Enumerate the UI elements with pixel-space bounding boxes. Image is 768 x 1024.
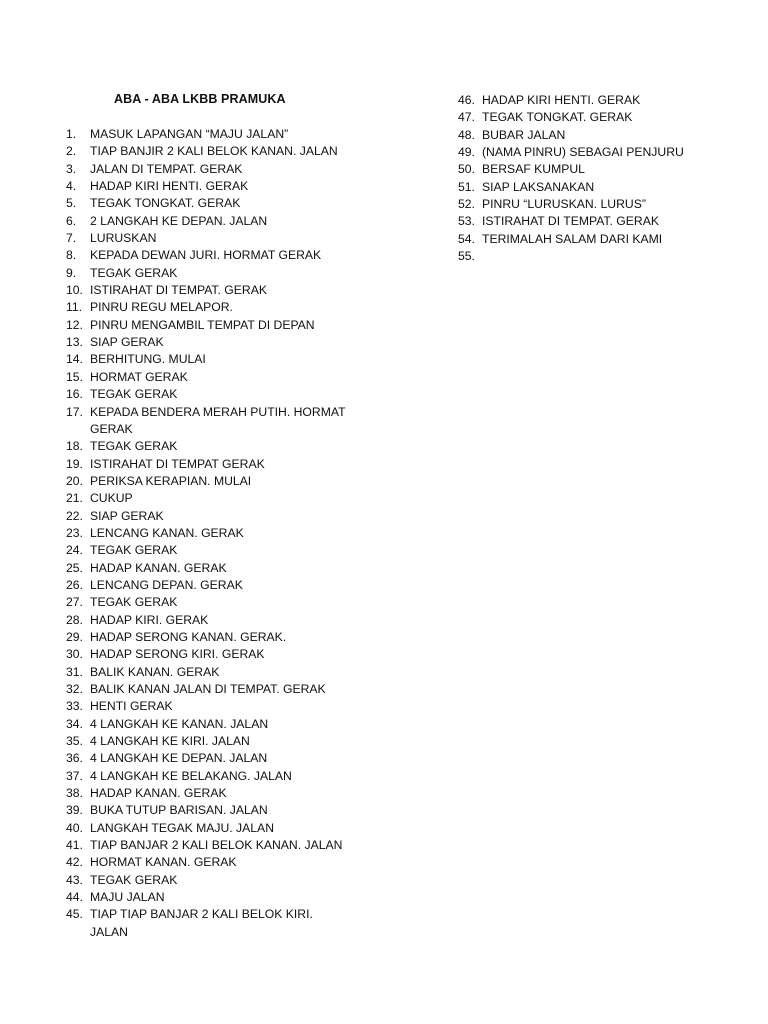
list-item-text: TIAP BANJIR 2 KALI BELOK KANAN. JALAN (90, 144, 338, 159)
list-item (66, 282, 366, 299)
list-item-number: 17. (66, 404, 83, 419)
list-item-text: 4 LANGKAH KE DEPAN. JALAN (90, 751, 268, 766)
list-item-text: JALAN DI TEMPAT. GERAK (90, 161, 243, 176)
list-item-number: 33. (66, 699, 83, 714)
list-item-number: 20. (66, 473, 83, 488)
list-item-number: 46. (458, 93, 475, 107)
list-item (66, 438, 366, 455)
list-item-text: MAJU JALAN (90, 890, 165, 905)
list-item-text: KEPADA BENDERA MERAH PUTIH. HORMAT GERAK (90, 404, 346, 436)
list-item-text: TIAP TIAP BANJAR 2 KALI BELOK KIRI. JALAN (90, 907, 313, 939)
list-item (66, 612, 366, 629)
list-item-text: SIAP GERAK (90, 335, 164, 350)
list-item-text: LENCANG DEPAN. GERAK (90, 577, 243, 592)
list-item (66, 230, 366, 247)
list-item-number: 10. (66, 283, 83, 298)
list-item-number: 3. (66, 161, 77, 176)
list-item-text: HORMAT KANAN. GERAK (90, 855, 237, 870)
list-item (66, 490, 366, 507)
list-item (458, 179, 748, 196)
list-item-text: CUKUP (90, 491, 133, 506)
list-item (66, 733, 366, 750)
list-item-number: 11. (66, 300, 83, 315)
list-item-number: 54. (458, 231, 475, 246)
list-item (66, 629, 366, 646)
list-item (66, 716, 366, 733)
list-item-number: 49. (458, 145, 475, 160)
list-item-text: HENTI GERAK (90, 699, 173, 714)
list-item (66, 195, 366, 212)
list-item (458, 109, 748, 126)
list-item-text: 4 LANGKAH KE BELAKANG. JALAN (90, 768, 292, 783)
list-item (66, 386, 366, 403)
list-item-text: HADAP KANAN. GERAK (90, 560, 227, 575)
list-item-text: TEGAK GERAK (90, 265, 178, 280)
list-item (66, 577, 366, 594)
list-item-number: 42. (66, 855, 83, 870)
list-item-text: ISTIRAHAT DI TEMPAT. GERAK (482, 214, 659, 229)
list-item-number: 19. (66, 456, 83, 471)
list-item-number: 25. (66, 560, 83, 575)
list-item-text: (NAMA PINRU) SEBAGAI PENJURU (482, 145, 684, 160)
list-item-number: 23. (66, 525, 83, 540)
list-item-text: HADAP KIRI HENTI. GERAK (482, 93, 641, 107)
list-item-text: 4 LANGKAH KE KIRI. JALAN (90, 734, 250, 749)
list-item-number: 36. (66, 751, 83, 766)
list-item (66, 317, 366, 334)
list-item-text: PINRU REGU MELAPOR. (90, 300, 233, 315)
list-item (458, 92, 748, 109)
list-item-number: 12. (66, 317, 83, 332)
list-item-text: SIAP GERAK (90, 508, 164, 523)
list-item-number: 32. (66, 682, 83, 696)
list-item (66, 820, 366, 837)
list-item-text: PINRU “LURUSKAN. LURUS” (482, 197, 646, 212)
list-item-number: 48. (458, 127, 475, 142)
list-item (66, 456, 366, 473)
list-item-text: BUBAR JALAN (482, 127, 566, 142)
list-item-number: 40. (66, 820, 83, 835)
list-item-number: 29. (66, 629, 83, 644)
list-item-number: 1. (66, 127, 77, 141)
list-item (66, 473, 366, 490)
list-item (66, 143, 366, 160)
list-item (66, 785, 366, 802)
list-item-text: TEGAK GERAK (90, 387, 178, 402)
list-item-text: LURUSKAN (90, 231, 157, 246)
list-item-number: 13. (66, 335, 83, 350)
list-item (66, 889, 366, 906)
list-item-text: TEGAK GERAK (90, 543, 178, 558)
list-item (66, 369, 366, 386)
list-item (66, 508, 366, 525)
list-item (458, 231, 748, 248)
list-item (458, 213, 748, 230)
list-item (66, 750, 366, 767)
list-item-number: 7. (66, 231, 77, 246)
list-item-number: 5. (66, 196, 77, 211)
list-item-text: 4 LANGKAH KE KANAN. JALAN (90, 716, 269, 731)
list-item (66, 525, 366, 542)
list-item-number: 37. (66, 768, 83, 783)
list-item-number: 18. (66, 439, 83, 454)
list-item-number: 39. (66, 803, 83, 818)
list-item-number: 28. (66, 612, 83, 627)
list-item-number: 27. (66, 595, 83, 610)
list-item (66, 351, 366, 368)
list-item (458, 248, 748, 265)
list-item-number: 26. (66, 577, 83, 592)
list-item-number: 15. (66, 369, 83, 384)
list-item-text: BALIK KANAN JALAN DI TEMPAT. GERAK (90, 682, 326, 696)
list-item (66, 542, 366, 559)
list-item (66, 872, 366, 889)
list-item (66, 837, 366, 854)
list-item-number: 52. (458, 197, 475, 212)
command-list-right (458, 92, 748, 265)
list-item-number: 43. (66, 872, 83, 887)
list-item-text: HADAP KIRI. GERAK (90, 612, 209, 627)
list-item-number: 55. (458, 249, 475, 264)
list-item (66, 646, 366, 663)
list-item-number: 53. (458, 214, 475, 229)
list-item-text: HADAP SERONG KANAN. GERAK. (90, 629, 287, 644)
list-item (66, 560, 366, 577)
list-item-text: BERSAF KUMPUL (482, 162, 585, 177)
list-item-text: KEPADA DEWAN JURI. HORMAT GERAK (90, 248, 322, 263)
list-item-number: 4. (66, 179, 77, 194)
list-item (66, 299, 366, 316)
list-item (66, 178, 366, 195)
document-title: ABA - ABA LKBB PRAMUKA (114, 92, 286, 106)
list-item-number: 8. (66, 248, 77, 263)
list-item-number: 45. (66, 907, 83, 922)
list-item-number: 30. (66, 647, 83, 662)
list-item-text: TEGAK GERAK (90, 872, 178, 887)
list-item-text: TEGAK GERAK (90, 595, 178, 610)
list-item-number: 24. (66, 543, 83, 558)
list-item (458, 144, 748, 161)
list-item-number: 41. (66, 838, 83, 853)
list-item-text: BALIK KANAN. GERAK (90, 664, 220, 679)
list-item (66, 126, 366, 143)
list-item-text (482, 248, 748, 265)
list-item-text: 2 LANGKAH KE DEPAN. JALAN (90, 213, 268, 228)
list-item (66, 664, 366, 681)
list-item (458, 127, 748, 144)
list-item-text: BERHITUNG. MULAI (90, 352, 206, 367)
list-item (458, 196, 748, 213)
list-item-number: 44. (66, 890, 83, 905)
list-item-number: 14. (66, 352, 83, 367)
list-item (66, 802, 366, 819)
list-item-text: TEGAK GERAK (90, 439, 178, 454)
command-list-left (66, 126, 366, 941)
list-item (66, 265, 366, 282)
list-item-number: 38. (66, 786, 83, 801)
list-item-number: 51. (458, 179, 475, 194)
list-item (66, 161, 366, 178)
list-item-number: 9. (66, 265, 77, 280)
list-item-number: 2. (66, 144, 77, 159)
list-item-text: ISTIRAHAT DI TEMPAT GERAK (90, 456, 265, 471)
list-item-text: SIAP LAKSANAKAN (482, 179, 595, 194)
list-item-text: TIAP BANJAR 2 KALI BELOK KANAN. JALAN (90, 838, 343, 853)
list-item (66, 854, 366, 871)
list-item-text: HADAP SERONG KIRI. GERAK (90, 647, 265, 662)
list-item-text: HADAP KIRI HENTI. GERAK (90, 179, 249, 194)
list-item-text: HADAP KANAN. GERAK (90, 786, 227, 801)
list-item-text: LENCANG KANAN. GERAK (90, 525, 244, 540)
list-item-number: 21. (66, 491, 83, 506)
list-item-number: 31. (66, 664, 83, 679)
list-item-text: TERIMALAH SALAM DARI KAMI (482, 231, 663, 246)
list-item (66, 906, 366, 941)
list-item (66, 334, 366, 351)
list-item-number: 22. (66, 508, 83, 523)
list-item (66, 768, 366, 785)
list-item-number: 47. (458, 110, 475, 125)
list-item-number: 34. (66, 716, 83, 731)
list-item-text: TEGAK TONGKAT. GERAK (482, 110, 633, 125)
list-item-text: PINRU MENGAMBIL TEMPAT DI DEPAN (90, 317, 315, 332)
list-item-text: LANGKAH TEGAK MAJU. JALAN (90, 820, 274, 835)
list-item (66, 247, 366, 264)
list-item (66, 698, 366, 715)
list-item-text: BUKA TUTUP BARISAN. JALAN (90, 803, 268, 818)
list-item (66, 404, 366, 439)
list-item-number: 50. (458, 162, 475, 177)
list-item-text: ISTIRAHAT DI TEMPAT. GERAK (90, 283, 267, 298)
list-item-text: HORMAT GERAK (90, 369, 188, 384)
list-item (66, 681, 366, 698)
list-item-text: MASUK LAPANGAN “MAJU JALAN” (90, 127, 289, 141)
list-item (66, 213, 366, 230)
list-item-text: TEGAK TONGKAT. GERAK (90, 196, 241, 211)
list-item-text: PERIKSA KERAPIAN. MULAI (90, 473, 252, 488)
list-item-number: 35. (66, 734, 83, 749)
list-item (66, 594, 366, 611)
list-item-number: 6. (66, 213, 77, 228)
list-item-number: 16. (66, 387, 83, 402)
list-item (458, 161, 748, 178)
